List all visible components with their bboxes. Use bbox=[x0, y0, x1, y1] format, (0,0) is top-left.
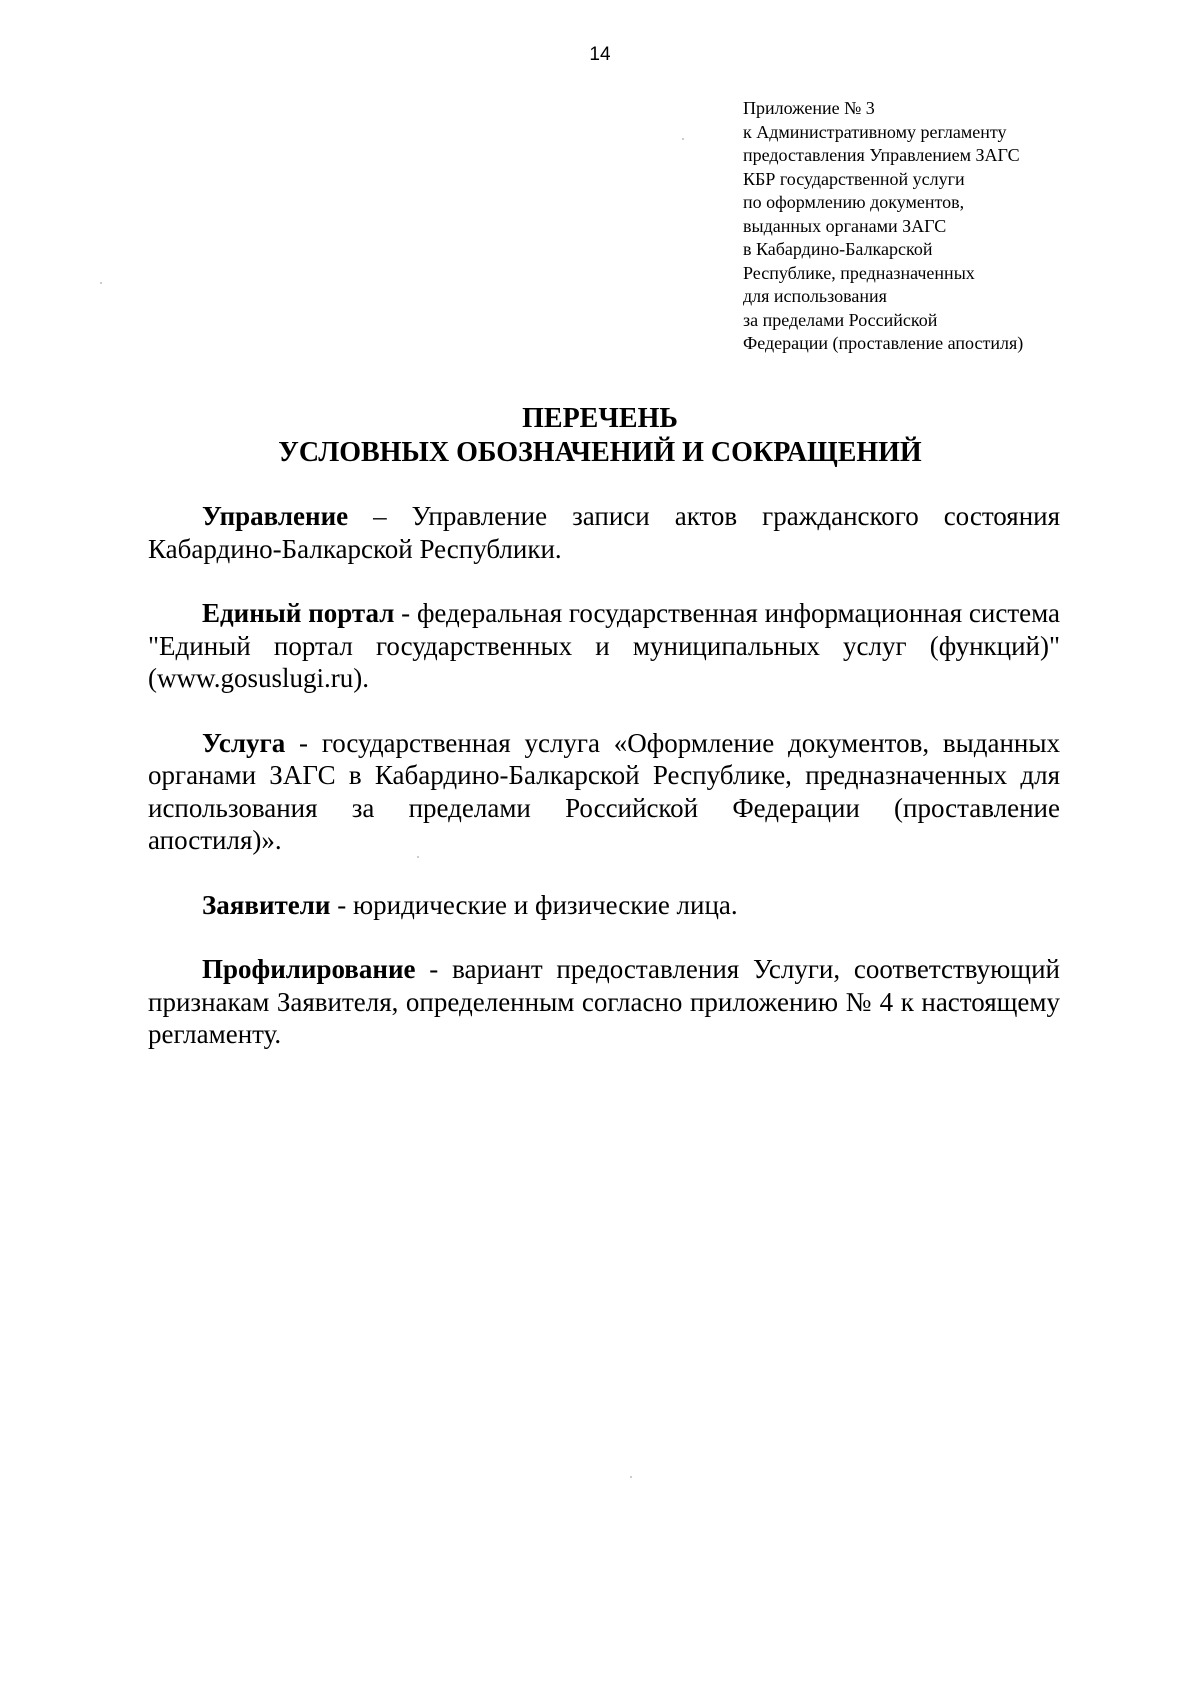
scan-speck bbox=[630, 1476, 632, 1478]
scan-speck bbox=[100, 282, 102, 284]
annex-note bbox=[743, 97, 1073, 356]
annex-line: Федерации (проставление апостиля) bbox=[743, 333, 1024, 353]
title-line-1: ПЕРЕЧЕНЬ bbox=[522, 403, 678, 434]
definition-separator: – bbox=[348, 501, 412, 531]
annex-line: предоставления Управлением ЗАГС bbox=[743, 145, 1020, 165]
annex-line: в Кабардино-Балкарской bbox=[743, 239, 933, 259]
scan-speck bbox=[417, 856, 419, 858]
annex-line: Республике, предназначенных bbox=[743, 262, 975, 283]
definition-text: федеральная государственная информационная система "Единый портал государственных и муниципальных услуг (функций)" (www.gosuslugi.ru). bbox=[148, 598, 1060, 693]
definition-text: Управление записи актов гражданского состояния Кабардино-Балкарской Республики. bbox=[148, 501, 1061, 564]
definition-separator: - bbox=[394, 598, 417, 628]
definition-term: Заявители bbox=[202, 889, 331, 920]
definition-separator: - bbox=[415, 954, 453, 984]
annex-line: КБР государственной услуги bbox=[743, 168, 965, 189]
definition-paragraph bbox=[148, 889, 1060, 922]
definition-separator: - bbox=[330, 889, 353, 920]
annex-line: для использования bbox=[743, 286, 887, 306]
document-title bbox=[0, 402, 1200, 470]
annex-line: по оформлению документов, bbox=[743, 192, 965, 212]
definition-text: государственная услуга «Оформление документов, выданных органами ЗАГС в Кабардино-Балкарской Республике, предназначенных для использования за пределами Российской Федерации (проставление апостиля)». bbox=[148, 727, 1060, 855]
definition-term: Услуга bbox=[202, 727, 286, 758]
scan-speck bbox=[682, 138, 684, 140]
definition-paragraph bbox=[148, 953, 1060, 1051]
definition-paragraph bbox=[148, 500, 1060, 565]
page-number: 14 bbox=[589, 44, 611, 65]
definition-term: Единый портал bbox=[202, 598, 395, 628]
title-line-2: УСЛОВНЫХ ОБОЗНАЧЕНИЙ И СОКРАЩЕНИЙ bbox=[278, 437, 922, 468]
definition-paragraph bbox=[148, 727, 1060, 857]
definition-text: юридические и физические лица. bbox=[352, 889, 738, 920]
definition-term: Управление bbox=[202, 501, 349, 531]
annex-line: за пределами Российской bbox=[743, 309, 938, 330]
annex-line: к Административному регламенту bbox=[743, 121, 1007, 142]
definition-term: Профилирование bbox=[202, 954, 416, 984]
annex-line: выданных органами ЗАГС bbox=[743, 215, 947, 236]
definition-separator: - bbox=[285, 727, 322, 758]
definition-text: вариант предоставления Услуги, соответствующий признакам Заявителя, определенным согласно приложению № 4 к настоящему регламенту. bbox=[148, 954, 1060, 1049]
definition-paragraph bbox=[148, 597, 1060, 695]
annex-line: Приложение № 3 bbox=[743, 98, 875, 118]
definitions-list bbox=[148, 500, 1060, 1083]
